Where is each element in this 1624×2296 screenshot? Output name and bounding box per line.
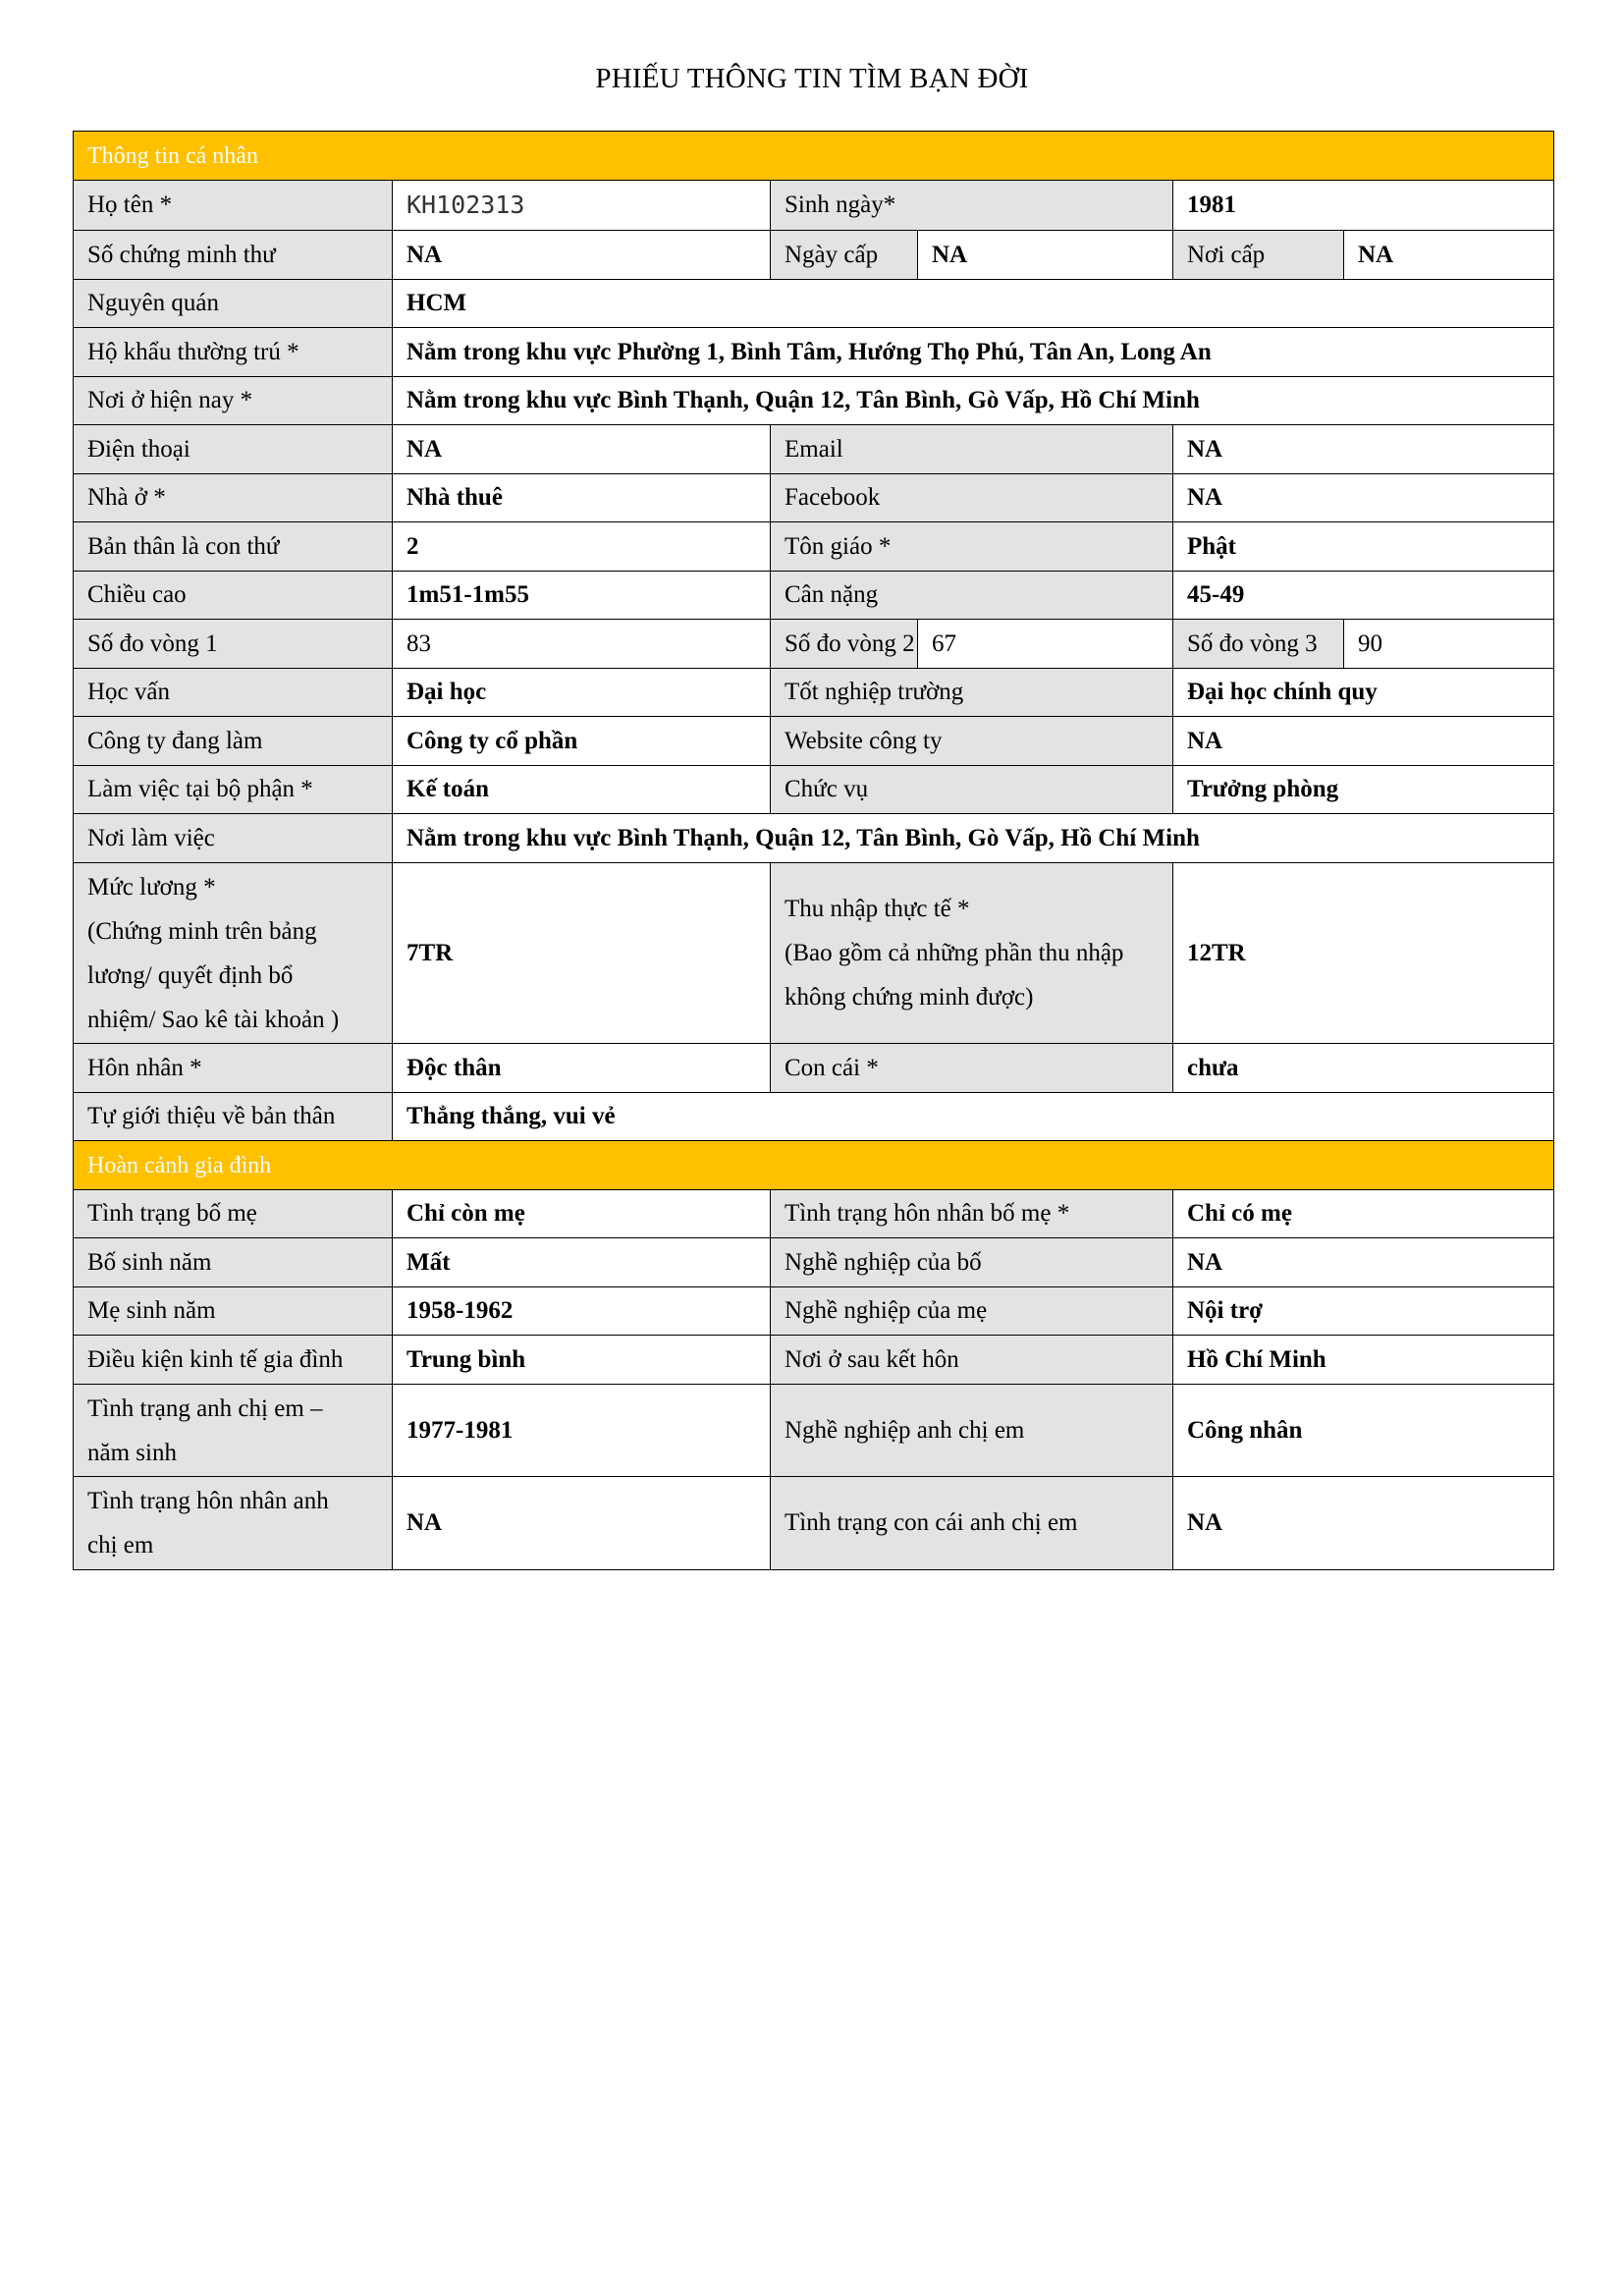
label-nghe-bo: Nghề nghiệp của bố: [771, 1238, 1173, 1287]
form-row: [74, 328, 1554, 377]
form-row-salary: [74, 863, 1554, 1044]
form-row: [74, 1477, 1554, 1570]
value-noi-o-sau: Hồ Chí Minh: [1173, 1336, 1554, 1385]
value-muc-luong: 7TR: [393, 863, 771, 1044]
label-muc-luong-line2: (Chứng minh trên bảng: [87, 918, 317, 945]
label-cong-ty: Công ty đang làm: [74, 717, 393, 766]
label-nha-o: Nhà ở *: [74, 474, 393, 522]
value-ton-giao: Phật: [1173, 522, 1554, 572]
label-con-cai-ace: Tình trạng con cái anh chị em: [771, 1477, 1173, 1570]
value-hon-nhan-ace: NA: [393, 1477, 771, 1570]
label-thu-nhap-line3: không chứng minh được): [785, 984, 1034, 1011]
value-sinh-ngay: 1981: [1173, 181, 1554, 231]
label-me-sinh: Mẹ sinh năm: [74, 1287, 393, 1336]
value-vong2: 67: [918, 620, 1173, 669]
form-row: [74, 620, 1554, 669]
label-thu-nhap-line1: Thu nhập thực tế *: [785, 896, 970, 922]
label-hon-nhan-ace: [74, 1477, 393, 1570]
form-row: [74, 1190, 1554, 1238]
label-muc-luong: [74, 863, 393, 1044]
form-row: [74, 1287, 1554, 1336]
value-cong-ty: Công ty cổ phần: [393, 717, 771, 766]
label-anh-chi-em-line1: Tình trạng anh chị em –: [87, 1394, 323, 1422]
label-muc-luong-line4: nhiệm/ Sao kê tài khoản ): [87, 1007, 340, 1033]
value-bo-me: Chỉ còn mẹ: [393, 1190, 771, 1238]
label-anh-chi-em: [74, 1385, 393, 1477]
label-hoc-van: Học vấn: [74, 669, 393, 717]
label-thu-nhap: [771, 863, 1173, 1044]
value-bo-phan: Kế toán: [393, 766, 771, 814]
value-vong3: 90: [1344, 620, 1554, 669]
label-anh-chi-em-line2: năm sinh: [87, 1439, 177, 1466]
value-noi-cap: NA: [1344, 231, 1554, 280]
value-ho-khau: Nằm trong khu vực Phường 1, Bình Tâm, Hướng Thọ Phú, Tân An, Long An: [393, 328, 1554, 377]
label-kinh-te: Điều kiện kinh tế gia đình: [74, 1336, 393, 1385]
label-muc-luong-line3: lương/ quyết định bổ: [87, 962, 294, 989]
value-nghe-me: Nội trợ: [1173, 1287, 1554, 1336]
label-chuc-vu: Chức vụ: [771, 766, 1173, 814]
value-nghe-ace: Công nhân: [1173, 1385, 1554, 1477]
form-row: [74, 814, 1554, 863]
form-row: [74, 1093, 1554, 1141]
profile-form-table: [73, 131, 1554, 1570]
form-row: [74, 1238, 1554, 1287]
label-chieu-cao: Chiều cao: [74, 572, 393, 620]
value-chuc-vu: Trưởng phòng: [1173, 766, 1554, 814]
value-kinh-te: Trung bình: [393, 1336, 771, 1385]
value-thu-nhap: 12TR: [1173, 863, 1554, 1044]
label-website: Website công ty: [771, 717, 1173, 766]
value-con-cai: chưa: [1173, 1044, 1554, 1093]
form-row: [74, 766, 1554, 814]
label-dien-thoai: Điện thoại: [74, 425, 393, 474]
section-personal-row: [74, 132, 1554, 181]
label-bo-phan: Làm việc tại bộ phận *: [74, 766, 393, 814]
value-con-thu: 2: [393, 522, 771, 572]
value-me-sinh: 1958-1962: [393, 1287, 771, 1336]
form-row: [74, 1385, 1554, 1477]
value-can-nang: 45-49: [1173, 572, 1554, 620]
label-con-cai: Con cái *: [771, 1044, 1173, 1093]
label-thu-nhap-line2: (Bao gồm cả những phần thu nhập: [785, 940, 1124, 966]
value-gioi-thieu: Thẳng thắng, vui vẻ: [393, 1093, 1554, 1141]
section-header-family: Hoàn cảnh gia đình: [74, 1141, 1554, 1190]
value-nha-o: Nhà thuê: [393, 474, 771, 522]
label-sinh-ngay: Sinh ngày*: [771, 181, 1173, 231]
value-bo-sinh: Mất: [393, 1238, 771, 1287]
label-can-nang: Cân nặng: [771, 572, 1173, 620]
label-ho-khau: Hộ khẩu thường trú *: [74, 328, 393, 377]
label-hon-nhan-ace-line2: chị em: [87, 1532, 154, 1558]
value-hon-nhan: Độc thân: [393, 1044, 771, 1093]
value-nguyen-quan: HCM: [393, 280, 1554, 328]
value-ho-ten: KH102313: [393, 181, 771, 231]
form-row: [74, 425, 1554, 474]
section-header-personal: Thông tin cá nhân: [74, 132, 1554, 181]
label-nguyen-quan: Nguyên quán: [74, 280, 393, 328]
label-hon-nhan-ace-line1: Tình trạng hôn nhân anh: [87, 1488, 329, 1514]
label-bo-sinh: Bố sinh năm: [74, 1238, 393, 1287]
label-nghe-ace: Nghề nghiệp anh chị em: [771, 1385, 1173, 1477]
label-hon-nhan-bo-me: Tình trạng hôn nhân bố mẹ *: [771, 1190, 1173, 1238]
value-con-cai-ace: NA: [1173, 1477, 1554, 1570]
label-hon-nhan: Hôn nhân *: [74, 1044, 393, 1093]
form-row: [74, 1336, 1554, 1385]
label-ho-ten: Họ tên *: [74, 181, 393, 231]
value-website: NA: [1173, 717, 1554, 766]
value-facebook: NA: [1173, 474, 1554, 522]
form-row: [74, 280, 1554, 328]
label-noi-cap: Nơi cấp: [1173, 231, 1344, 280]
label-vong1: Số đo vòng 1: [74, 620, 393, 669]
label-vong3: Số đo vòng 3: [1173, 620, 1344, 669]
label-vong2: Số đo vòng 2: [771, 620, 918, 669]
value-email: NA: [1173, 425, 1554, 474]
value-chieu-cao: 1m51-1m55: [393, 572, 771, 620]
label-noi-lam: Nơi làm việc: [74, 814, 393, 863]
label-nghe-me: Nghề nghiệp của mẹ: [771, 1287, 1173, 1336]
form-row: [74, 231, 1554, 280]
section-family-row: [74, 1141, 1554, 1190]
label-email: Email: [771, 425, 1173, 474]
value-hon-nhan-bo-me: Chỉ có mẹ: [1173, 1190, 1554, 1238]
value-vong1: 83: [393, 620, 771, 669]
label-noi-o-sau: Nơi ở sau kết hôn: [771, 1336, 1173, 1385]
label-ngay-cap: Ngày cấp: [771, 231, 918, 280]
form-row: [74, 522, 1554, 572]
value-ngay-cap: NA: [918, 231, 1173, 280]
form-row: [74, 572, 1554, 620]
value-noi-lam: Nằm trong khu vực Bình Thạnh, Quận 12, Tân Bình, Gò Vấp, Hồ Chí Minh: [393, 814, 1554, 863]
label-con-thu: Bản thân là con thứ: [74, 522, 393, 572]
label-cmt: Số chứng minh thư: [74, 231, 393, 280]
label-muc-luong-line1: Mức lương *: [87, 874, 216, 901]
page-title: PHIẾU THÔNG TIN TÌM BẠN ĐỜI: [595, 63, 1029, 94]
label-facebook: Facebook: [771, 474, 1173, 522]
value-nghe-bo: NA: [1173, 1238, 1554, 1287]
value-noi-o: Nằm trong khu vực Bình Thạnh, Quận 12, Tân Bình, Gò Vấp, Hồ Chí Minh: [393, 377, 1554, 425]
label-ton-giao: Tôn giáo *: [771, 522, 1173, 572]
value-tot-nghiep: Đại học chính quy: [1173, 669, 1554, 717]
form-row: [74, 669, 1554, 717]
form-row: [74, 377, 1554, 425]
form-row: [74, 717, 1554, 766]
form-row: [74, 1044, 1554, 1093]
value-cmt: NA: [393, 231, 771, 280]
value-dien-thoai: NA: [393, 425, 771, 474]
value-anh-chi-em: 1977-1981: [393, 1385, 771, 1477]
label-gioi-thieu: Tự giới thiệu về bản thân: [74, 1093, 393, 1141]
form-row: [74, 474, 1554, 522]
label-tot-nghiep: Tốt nghiệp trường: [771, 669, 1173, 717]
value-hoc-van: Đại học: [393, 669, 771, 717]
form-row: [74, 181, 1554, 231]
label-noi-o: Nơi ở hiện nay *: [74, 377, 393, 425]
label-bo-me: Tình trạng bố mẹ: [74, 1190, 393, 1238]
